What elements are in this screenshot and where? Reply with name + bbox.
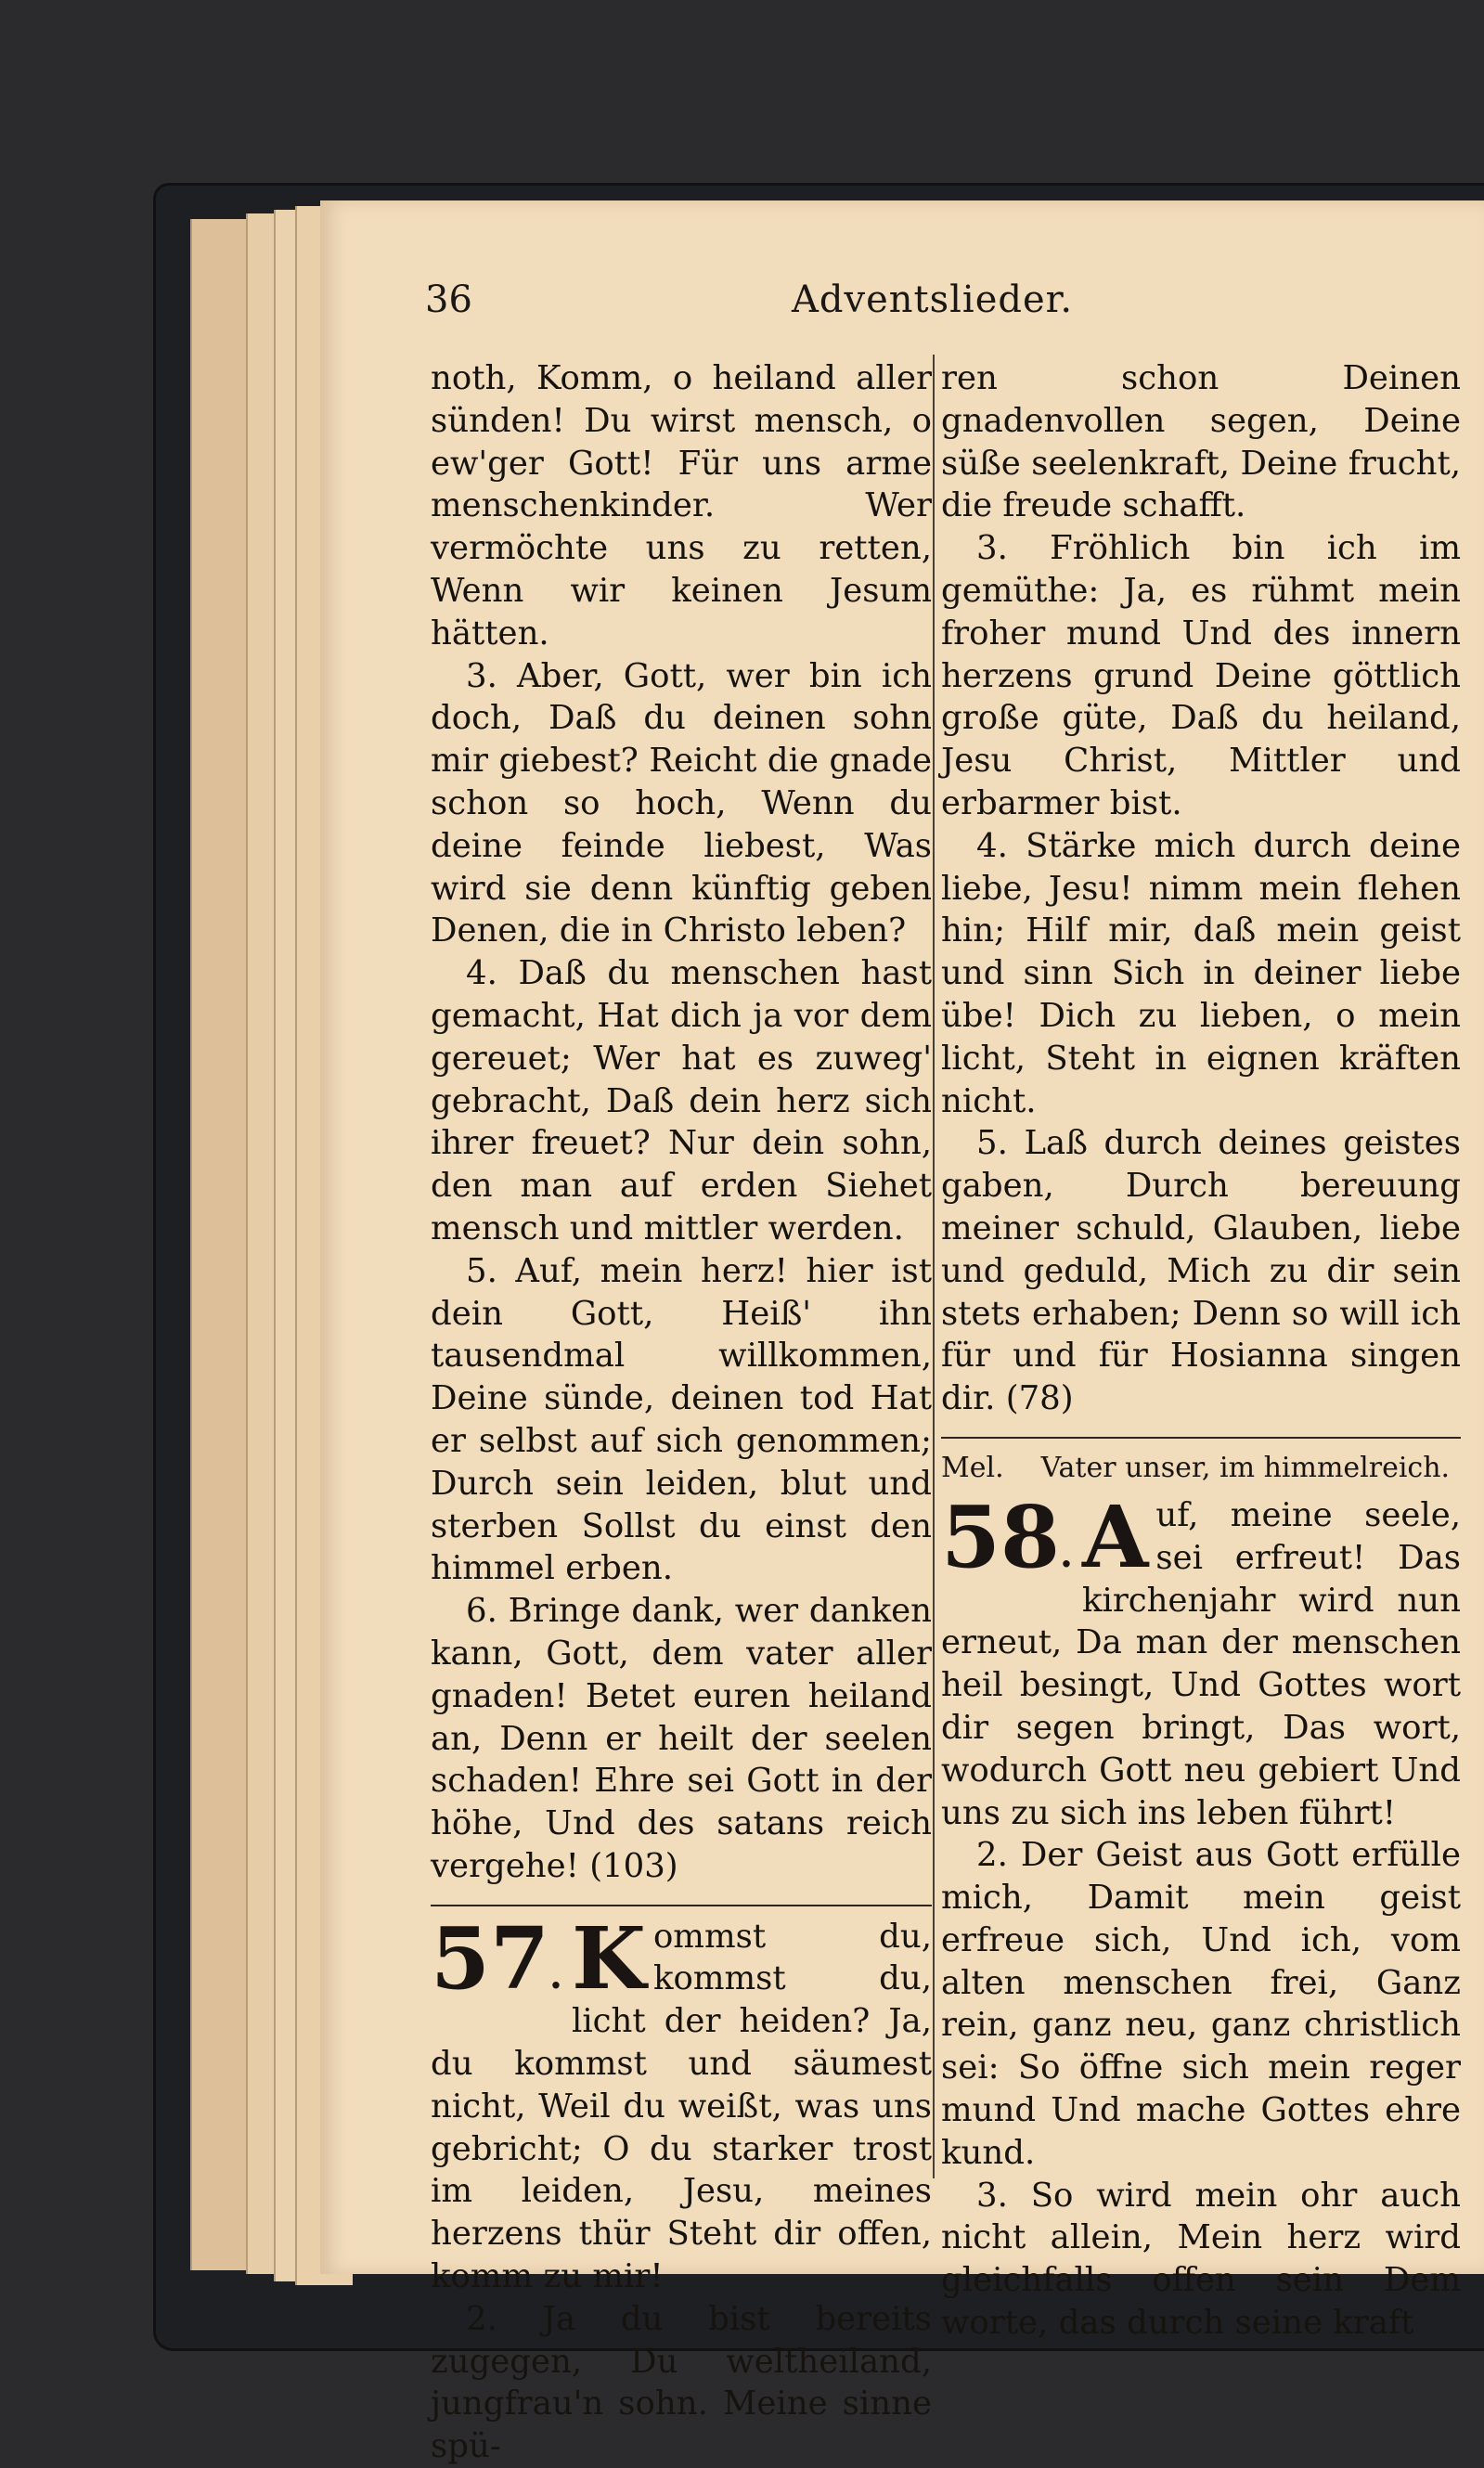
- column-divider: [933, 355, 935, 2178]
- left-column: [431, 357, 932, 2468]
- hymn-verse-3: 3. So wird mein ohr auch nicht allein, Mein herz wird gleichfalls offen sein Dem worte, das durch seine kraft: [941, 2176, 1461, 2343]
- page-header: [425, 278, 1446, 334]
- hymn-first-verse: ommst du, kommst du, licht der heiden? Ja, du kommst und säumest nicht, Weil du weißt, was uns gebricht; O du starker trost im leiden, Jesu, meines herzens thür Steht dir offen, komm zu mir!: [431, 1917, 932, 2296]
- melody-label: Mel.: [941, 1451, 1004, 1484]
- verse-5: 5. Laß durch deines geistes gaben, Durch bereuung meiner schuld, Glauben, liebe und geduld, Mich zu dir sein stets erhaben; Denn so will ich für und für Hosianna singen dir. (78): [941, 1124, 1461, 1418]
- drop-cap: K: [571, 1907, 646, 2009]
- running-head: Adventslieder.: [792, 278, 1074, 321]
- page-number: 36: [425, 278, 472, 321]
- hymn-58: [941, 1486, 1461, 2345]
- hymn-verse-2: 2. Der Geist aus Gott erfülle mich, Damit mein geist erfreue sich, Und ich, vom alten menschen frei, Ganz rein, ganz neu, ganz christlich sei: So öffne sich mein reger mund Und mache Gottes ehre kund.: [941, 1836, 1461, 2172]
- hymn-separator: [941, 1437, 1461, 1439]
- hymn-first-verse: uf, meine seele, sei erfreut! Das kirchenjahr wird nun erneut, Da man der menschen heil besingt, Und Gottes wort dir segen bringt, Das wort, wodurch Gott neu gebiert Und uns zu sich ins leben führt!: [941, 1495, 1461, 1832]
- melody-title: Vater unser, im himmelreich.: [1040, 1451, 1451, 1484]
- hymn-verse-2: 2. Ja du bist bereits zugegen, Du weltheiland, jungfrau'n sohn. Meine sinne spü-: [431, 2299, 932, 2466]
- paragraph: ren schon Deinen gnadenvollen segen, Deine süße seelenkraft, Deine frucht, die freude schafft.: [941, 359, 1461, 525]
- hymn-number: 57.: [431, 1907, 562, 2009]
- hymn-57: [431, 1907, 932, 2468]
- verse-4: 4. Daß du menschen hast gemacht, Hat dich ja vor dem gereuet; Wer hat es zuweg' gebracht, Daß dein herz sich ihrer freuet? Nur dein sohn, den man auf erden Siehet mensch und mittler werden.: [431, 954, 932, 1247]
- verse-4: 4. Stärke mich durch deine liebe, Jesu! nimm mein flehen hin; Hilf mir, daß mein geist und sinn Sich in deiner liebe übe! Dich zu lieben, o mein licht, Steht in eignen kräften nicht.: [941, 826, 1461, 1120]
- verse-3: 3. Fröhlich bin ich im gemüthe: Ja, es rühmt mein froher mund Und des innern herzens grund Deine göttlich große güte, Daß du heiland, Jesu Christ, Mittler und erbarmer bist.: [941, 529, 1461, 822]
- verse-3: 3. Aber, Gott, wer bin ich doch, Daß du deinen sohn mir giebest? Reicht die gnade schon so hoch, Wenn du deine feinde liebest, Was wird sie denn künftig geben Denen, die in Christo leben?: [431, 656, 932, 950]
- verse-5: 5. Auf, mein herz! hier ist dein Gott, Heiß' ihn tausendmal willkommen, Deine sünde, deinen tod Hat er selbst auf sich genommen; Durch sein leiden, blut und sterben Sollst du einst den himmel erben.: [431, 1251, 932, 1588]
- paragraph: noth, Komm, o heiland aller sünden! Du wirst mensch, o ew'ger Gott! Für uns arme menschenkinder. Wer vermöchte uns zu retten, Wenn wir keinen Jesum hätten.: [431, 359, 932, 653]
- drop-cap: A: [1081, 1486, 1149, 1587]
- melody-line: [941, 1448, 1461, 1489]
- hymn-number: 58.: [941, 1486, 1073, 1587]
- hymn-separator: [431, 1905, 932, 1906]
- right-column: [941, 357, 1461, 2345]
- verse-6: 6. Bringe dank, wer danken kann, Gott, dem vater aller gnaden! Betet euren heiland an, Denn er heilt der seelen schaden! Ehre sei Gott in der höhe, Und des satans reich vergehe! (103): [431, 1592, 932, 1885]
